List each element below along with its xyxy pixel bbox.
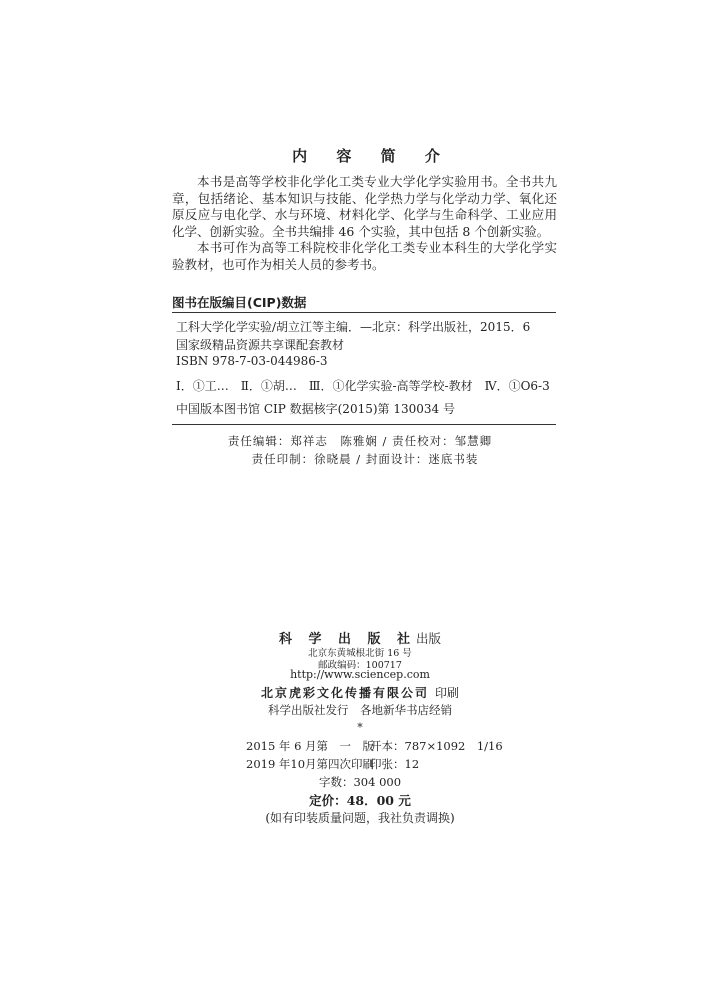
production-credits: 责任印制：徐晓晨 / 封面设计：迷底书装	[251, 452, 479, 466]
publisher-address: 北京东黄城根北街 16 号	[308, 648, 412, 659]
printing-line: 2019 年10月第四次印刷	[246, 757, 375, 771]
sheets-line: 印张：12	[370, 757, 420, 771]
cip-line-series: 国家级精品资源共享课配套教材	[176, 338, 345, 352]
cip-bottom-rule	[172, 424, 556, 425]
cip-top-rule	[172, 312, 556, 313]
publisher-postcode: 邮政编码：100717	[318, 660, 402, 671]
separator-star: *	[357, 721, 363, 734]
intro-heading: 内 容 简 介	[292, 147, 452, 165]
publisher-url: http://www.sciencep.com	[290, 668, 430, 681]
printer-line	[0, 684, 720, 701]
intro-paragraph-2: 本书可作为高等工科院校非化学化工类专业本科生的大学化学实验教材，也可作为相关人员的参考书。	[172, 240, 557, 272]
cip-heading: 图书在版编目(CIP)数据	[172, 295, 307, 310]
distribution-line: 科学出版社发行 各地新华书店经销	[268, 703, 452, 717]
cip-line-classification: Ⅰ．①工… Ⅱ．①胡… Ⅲ．①化学实验-高等学校-教材 Ⅳ．①O6-3	[176, 379, 550, 393]
publisher-suffix: 出版	[416, 631, 442, 646]
edition-line: 2015 年 6 月第 一 版	[246, 739, 375, 753]
cip-line-isbn: ISBN 978-7-03-044986-3	[176, 354, 328, 368]
cip-line-title: 工科大学化学实验/胡立江等主编．—北京：科学出版社，2015．6	[176, 320, 531, 334]
intro-body	[172, 174, 557, 273]
printer-name: 北京虎彩文化传播有限公司	[260, 686, 429, 700]
printer-suffix: 印刷	[435, 686, 460, 700]
cip-line-record: 中国版本图书馆 CIP 数据核字(2015)第 130034 号	[176, 402, 455, 416]
format-line: 开本：787×1092 1/16	[370, 739, 503, 753]
price: 定价：48．00 元	[309, 793, 411, 808]
quality-notice: (如有印装质量问题，我社负责调换)	[265, 811, 455, 825]
publisher-logo-text: 科 学 出 版 社	[278, 632, 417, 647]
intro-paragraph-1: 本书是高等学校非化学化工类专业大学化学实验用书。全书共九章，包括绪论、基本知识与技能、化学热力学与化学动力学、氧化还原反应与电化学、水与环境、材料化学、化学与生命科学、工业应用化学、创新实验。全书共编排 46 个实验，其中包括 8 个创新实验。	[172, 174, 557, 239]
editor-credits: 责任编辑：郑祥志 陈雅娴 / 责任校对：邹慧卿	[227, 434, 493, 448]
word-count: 字数：304 000	[318, 775, 402, 789]
